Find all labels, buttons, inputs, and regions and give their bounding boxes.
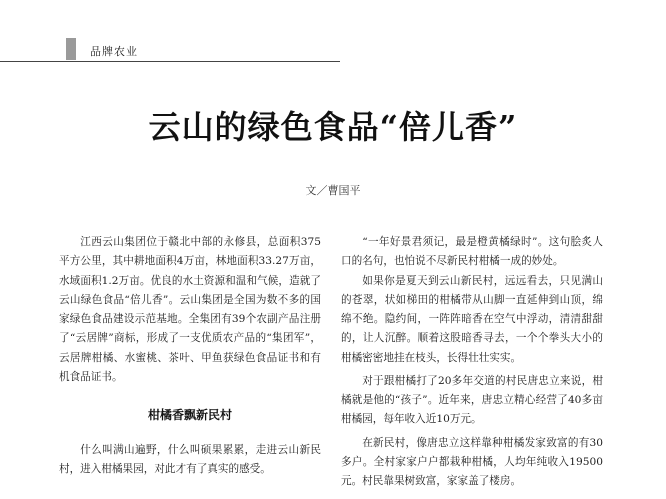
section-subheading: 柑橘香飘新民村 xyxy=(147,408,232,422)
right-column xyxy=(341,233,603,491)
left-paragraph-1: 江西云山集团位于赣北中部的永修县，总面积375平方公里，其中耕地面积4万亩，林地面积33.27万亩，水域面积1.2万亩。优良的水土资源和温和气候，造就了云山绿色食品“倍儿香”。云山集团是全国为数不多的国家绿色食品建设示范基地。全集团有39个农副产品注册了“云居牌”商标，形成了一支优质农产品的“集团军”，云居牌柑橘、水蜜桃、茶叶、甲鱼获绿色食品证书和有机食品证书。 xyxy=(59,236,321,383)
header-rule xyxy=(0,61,340,62)
article-title: 云山的绿色食品“倍儿香” xyxy=(148,108,518,146)
article-byline: 文／曹国平 xyxy=(305,184,361,197)
section-marker-bar xyxy=(66,38,76,60)
right-paragraph-1: “一年好景君须记，最是橙黄橘绿时”。这句脍炙人口的名句，也怕说不尽新民村柑橘一成的妙处。 xyxy=(341,236,603,268)
left-paragraph-2: 什么叫满山遍野，什么叫硕果累累，走进云山新民村，进入柑橘果园，对此才有了真实的感受。 xyxy=(59,444,321,476)
right-paragraph-4: 在新民村，像唐忠立这样靠种柑橘发家致富的有30多户。全村家家户户都栽种柑橘，人均年纯收入19500元。村民靠果树致富，家家盖了楼房。 xyxy=(341,436,603,487)
section-tag: 品牌农业 xyxy=(90,45,138,58)
right-paragraph-2: 如果你是夏天到云山新民村，远远看去，只见满山的苍翠，状如梯田的柑橘带从山脚一直延伸到山顶，绵绵不绝。隐约间，一阵阵暗香在空气中浮动，清清甜甜的，让人沉醉。顺着这股暗香寻去，一个个拳头大小的柑橘密密地挂在枝头，长得壮壮实实。 xyxy=(341,274,603,364)
left-column xyxy=(59,233,321,480)
right-paragraph-3: 对于跟柑橘打了20多年交道的村民唐忠立来说，柑橘就是他的“孩子”。近年来，唐忠立精心经营了40多亩柑橘园，每年收入近10万元。 xyxy=(341,374,603,426)
